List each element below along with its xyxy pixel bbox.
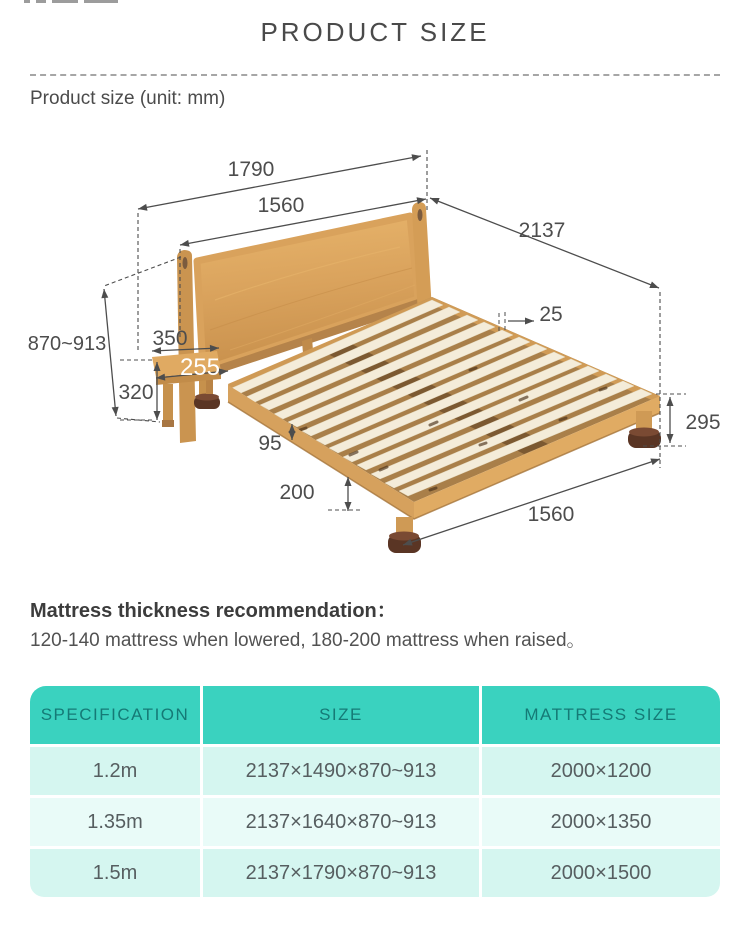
mattress-note-heading: Mattress thickness recommendation： <box>30 600 397 622</box>
table-cell-size: 2137×1790×870~913 <box>203 849 479 897</box>
dim-label-headboard-width: 1560 <box>257 194 305 217</box>
dim-label-overall-height: 870~913 <box>27 333 107 355</box>
dim-label-shelf-width: 255 <box>179 354 221 381</box>
dim-label-side-rail-height: 95 <box>258 432 282 455</box>
table-header-size: SIZE <box>203 686 479 744</box>
dim-label-frame-height: 295 <box>685 411 721 434</box>
dim-label-under-bed-clearance: 200 <box>279 481 315 504</box>
table-cell-mattress: 2000×1500 <box>482 849 720 897</box>
table-cell-size: 2137×1640×870~913 <box>203 798 479 846</box>
table-header-mattress-size: MATTRESS SIZE <box>482 686 720 744</box>
unit-subtitle: Product size (unit: mm) <box>30 88 226 109</box>
dim-label-shelf-depth: 350 <box>152 327 188 350</box>
table-header-specification: SPECIFICATION <box>30 686 200 744</box>
specification-table <box>30 686 720 897</box>
table-cell-spec: 1.5m <box>30 849 200 897</box>
bed-leg-front <box>388 517 421 553</box>
table-cell-mattress: 2000×1350 <box>482 798 720 846</box>
table-cell-mattress: 2000×1200 <box>482 747 720 795</box>
dim-label-shelf-leg-height: 320 <box>118 381 154 404</box>
table-cell-spec: 1.35m <box>30 798 200 846</box>
mattress-note-body: 120-140 mattress when lowered, 180-200 mattress when raised。 <box>30 630 586 651</box>
table-cell-size: 2137×1490×870~913 <box>203 747 479 795</box>
page-title: PRODUCT SIZE <box>260 17 490 47</box>
dim-label-bed-width: 1560 <box>527 503 575 526</box>
dim-label-bed-length: 2137 <box>518 219 566 242</box>
table-cell-spec: 1.2m <box>30 747 200 795</box>
bed-illustration <box>152 202 661 553</box>
dim-label-slat-thickness: 25 <box>539 303 563 326</box>
dim-label-total-width: 1790 <box>227 158 275 181</box>
